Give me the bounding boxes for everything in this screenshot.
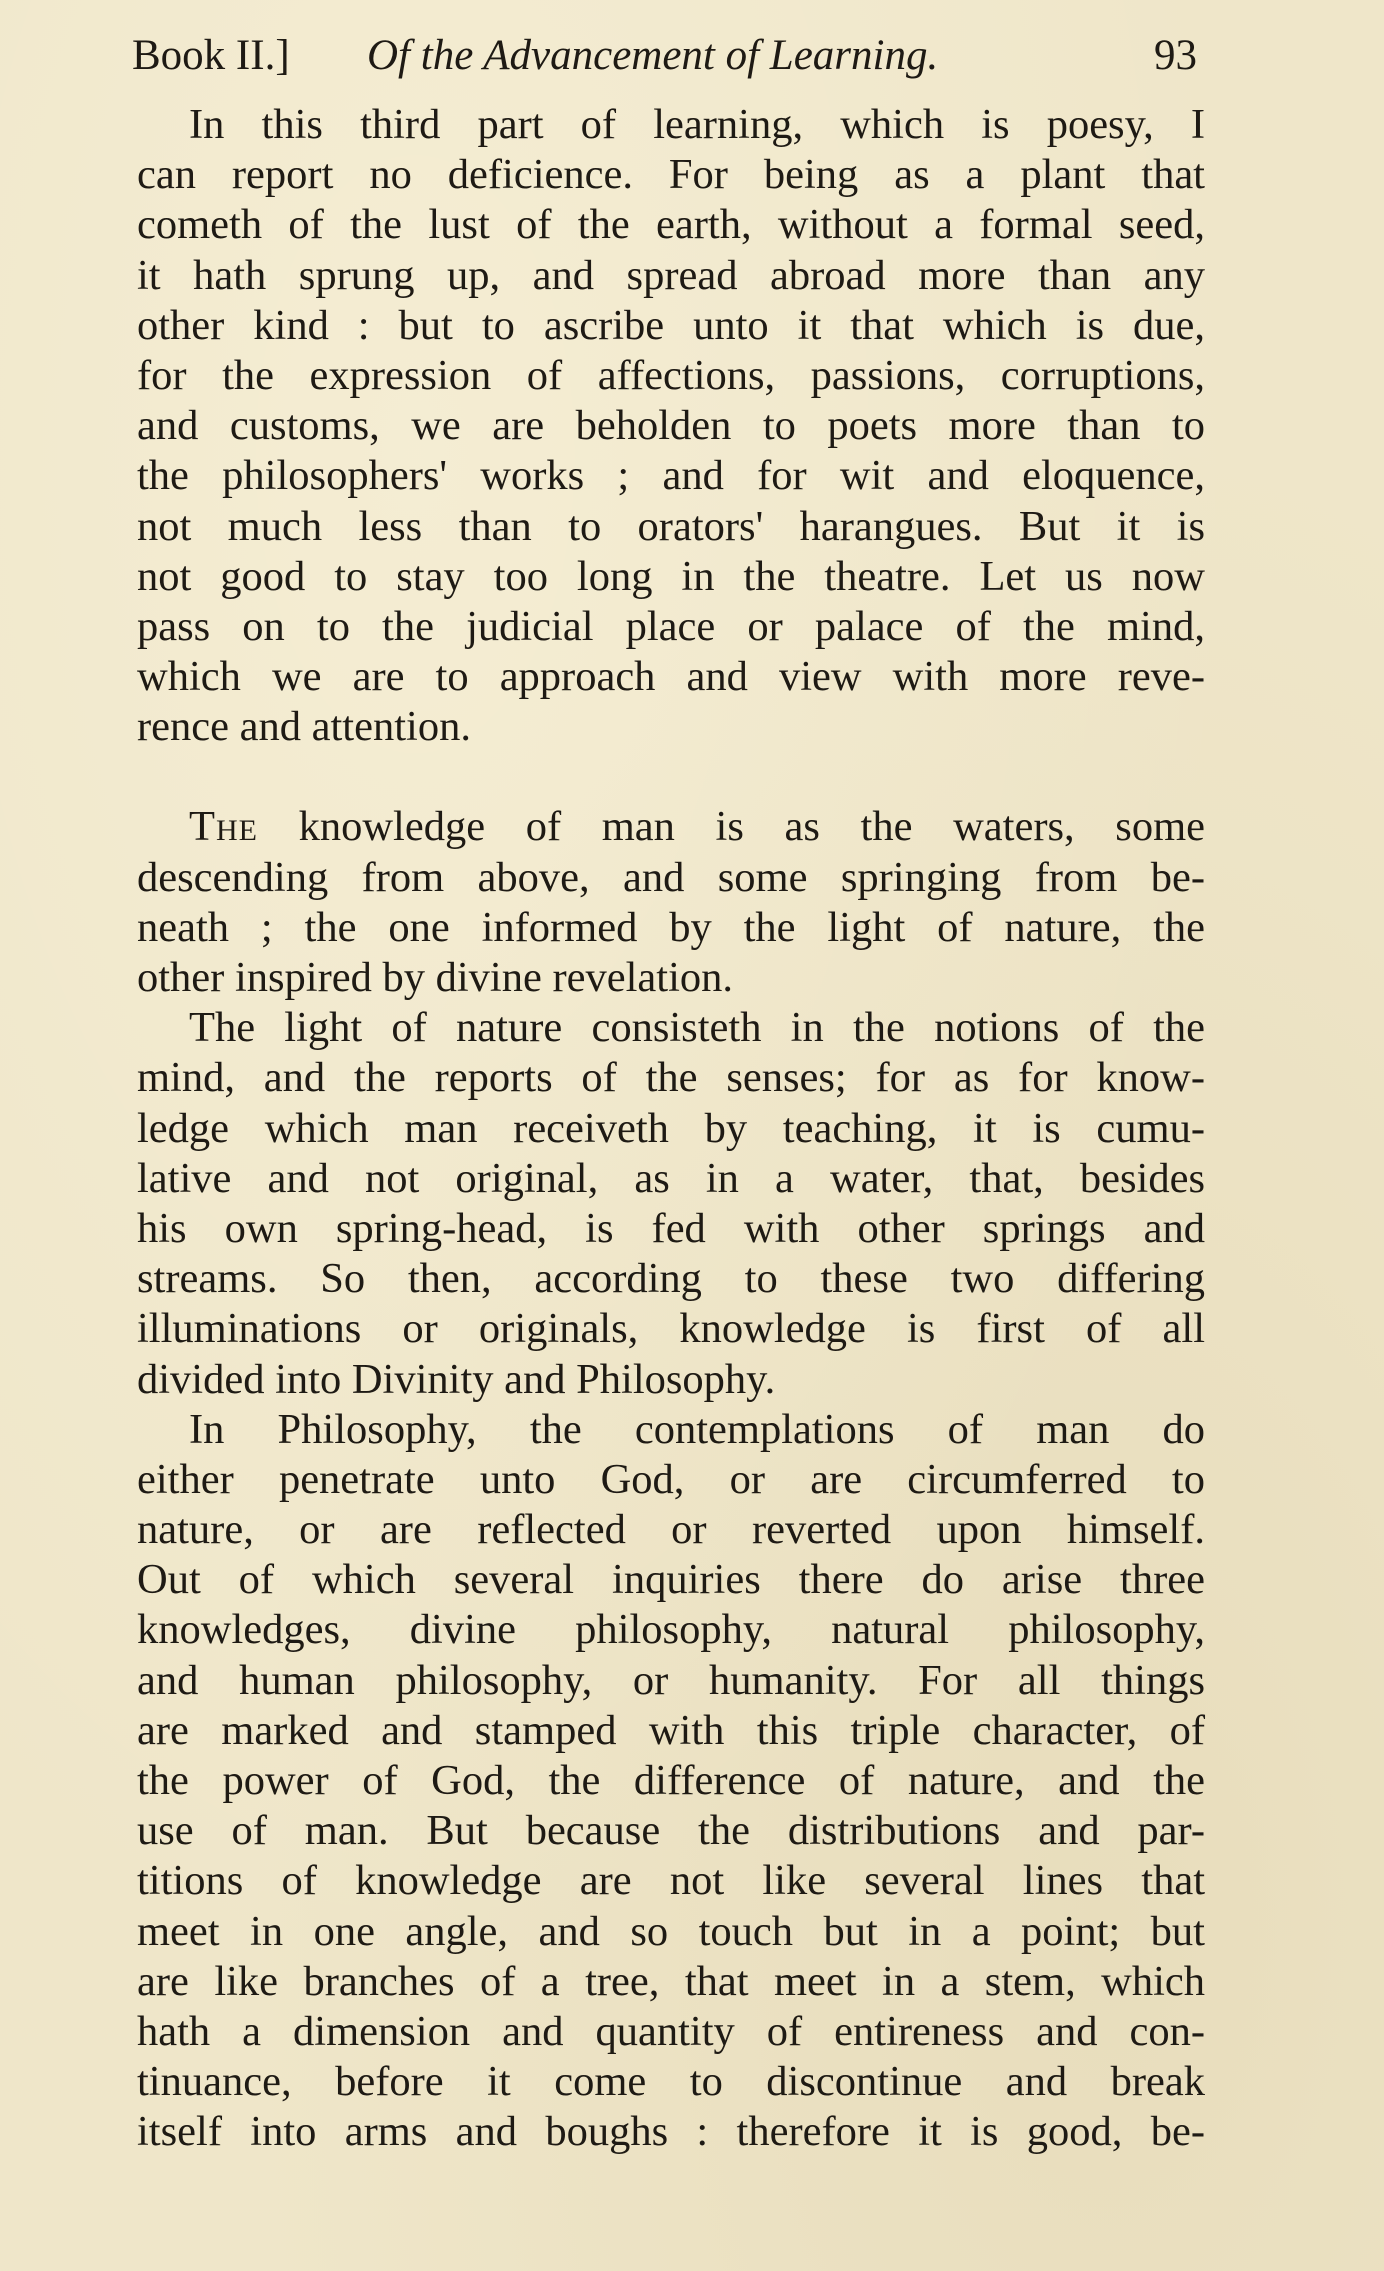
text-line: are like branches of a tree, that meet in a stem, which	[137, 1957, 1205, 2005]
text-line: itself into arms and boughs : therefore it is good, be-	[137, 2108, 1205, 2156]
text-line: his own spring-head, is fed with other springs and	[137, 1204, 1205, 1252]
text-line: the power of God, the difference of nature, and the	[137, 1757, 1205, 1804]
text-line: divided into Divinity and Philosophy.	[137, 1355, 776, 1403]
paragraph-philosophy	[137, 1405, 1205, 2158]
text-line: hath a dimension and quantity of entireness and con-	[137, 2007, 1205, 2055]
text-line: and human philosophy, or humanity. For all things	[137, 1656, 1205, 1704]
running-title: Of the Advancement of Learning.	[367, 32, 939, 79]
text-line	[137, 802, 1205, 852]
page-number: 93	[1154, 32, 1197, 79]
text-line: meet in one angle, and so touch but in a point; but	[137, 1907, 1205, 1955]
text-line: mind, and the reports of the senses; for as for know-	[137, 1054, 1205, 1102]
text-line-rest: knowledge of man is as the waters, some	[257, 803, 1205, 851]
text-line: pass on to the judicial place or palace of the mind,	[137, 602, 1205, 650]
text-line: nature, or are reflected or reverted upon himself.	[137, 1506, 1205, 1554]
text-line: streams. So then, according to these two differing	[137, 1255, 1205, 1303]
text-line: can report no deficience. For being as a plant that	[137, 151, 1205, 199]
book-section-label: Book II.]	[132, 32, 290, 79]
running-head	[132, 26, 1197, 86]
text-line: tinuance, before it come to discontinue and break	[137, 2058, 1205, 2106]
text-line: are marked and stamped with this triple character, of	[137, 1706, 1205, 1754]
lead-word: The	[189, 803, 258, 851]
text-line: not much less than to orators' harangues. But it is	[137, 502, 1205, 550]
paragraph-knowledge-of-man	[137, 802, 1205, 1003]
paragraph-poesy	[137, 100, 1205, 752]
text-line: titions of knowledge are not like several lines that	[137, 1857, 1205, 1905]
text-line: Out of which several inquiries there do arise three	[137, 1556, 1205, 1604]
text-line: knowledges, divine philosophy, natural philosophy,	[137, 1606, 1205, 1654]
text-line: other inspired by divine revelation.	[137, 954, 734, 1001]
text-line: either penetrate unto God, or are circumferred to	[137, 1455, 1205, 1503]
text-line: The light of nature consisteth in the notions of the	[189, 1004, 1205, 1052]
text-line: In Philosophy, the contemplations of man do	[189, 1405, 1205, 1453]
text-line: which we are to approach and view with more reve-	[137, 653, 1205, 701]
text-line: use of man. But because the distributions and par-	[137, 1807, 1205, 1855]
text-line: other kind : but to ascribe unto it that which is due,	[137, 301, 1205, 349]
text-line: not good to stay too long in the theatre. Let us now	[137, 552, 1205, 600]
text-line: neath ; the one informed by the light of nature, the	[137, 903, 1205, 951]
text-line: In this third part of learning, which is poesy, I	[189, 101, 1205, 148]
text-line: lative and not original, as in a water, that, besides	[137, 1154, 1205, 1202]
text-line: cometh of the lust of the earth, without a formal seed,	[137, 201, 1205, 249]
text-line: it hath sprung up, and spread abroad more than any	[137, 251, 1205, 299]
section-break	[137, 752, 1205, 802]
text-line: descending from above, and some springing from be-	[137, 853, 1205, 901]
text-line: for the expression of affections, passions, corruptions,	[137, 351, 1205, 399]
text-line: ledge which man receiveth by teaching, it is cumu-	[137, 1104, 1205, 1152]
text-line: and customs, we are beholden to poets more than to	[137, 402, 1205, 450]
paragraph-light-of-nature	[137, 1003, 1205, 1405]
text-line: the philosophers' works ; and for wit and eloquence,	[137, 452, 1205, 500]
text-line: illuminations or originals, knowledge is first of all	[137, 1305, 1205, 1353]
text-line: rence and attention.	[137, 703, 471, 751]
body-text	[137, 100, 1205, 2158]
